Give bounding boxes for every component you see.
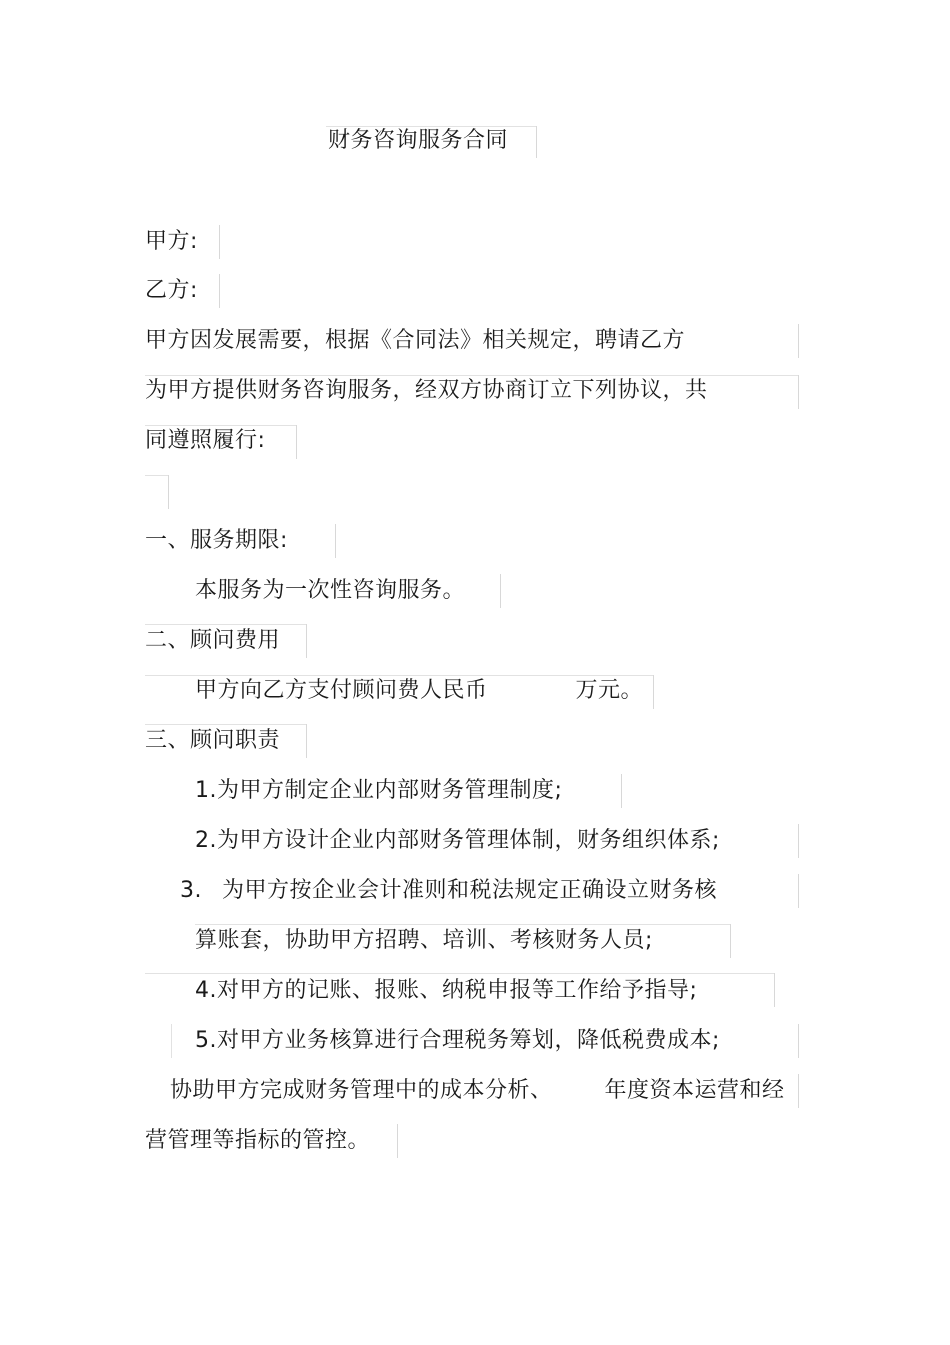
duty-item-6-line-2: 营管理等指标的管控。: [145, 1128, 371, 1153]
duty-item-5-frame: [798, 1024, 799, 1058]
section2-frame: [306, 624, 307, 658]
section3-frame: [306, 724, 307, 758]
title-frame-top: [326, 126, 536, 127]
duty-item-5-frame-left: [171, 1024, 172, 1058]
section1-body: 本服务为一次性咨询服务。: [195, 578, 466, 603]
duty-item-3-line-2-frame: [730, 924, 731, 958]
duty-item-3-text: 为甲方按企业会计准则和税法规定正确设立财务核: [222, 878, 718, 903]
section2-heading: 二、顾问费用: [145, 628, 281, 653]
section3-heading: 三、顾问职责: [145, 728, 281, 753]
title-frame-right: [536, 126, 537, 158]
duty-item-6-line-1: [170, 1076, 785, 1106]
duty-item-1: 1.为甲方制定企业内部财务管理制度;: [195, 778, 563, 803]
duty-item-6-frame: [798, 1074, 799, 1108]
section1-frame: [335, 524, 336, 558]
duty-item-6-line-2-frame: [397, 1124, 398, 1158]
fee-text-after: 万元。: [575, 678, 644, 703]
duty-item-4-frame-top: [145, 973, 775, 974]
duty-item-3-line-2: 算账套，协助甲方招聘、培训、考核财务人员;: [195, 928, 653, 953]
party-a-frame: [219, 225, 220, 259]
duty-item-4: 4.对甲方的记账、报账、纳税申报等工作给予指导;: [195, 978, 698, 1003]
duty-item-3-number: 3.: [180, 878, 202, 903]
section2-body-frame: [653, 675, 654, 709]
intro-line-2: 为甲方提供财务咨询服务，经双方协商订立下列协议，共: [145, 378, 708, 403]
duty-item-5: 5.对甲方业务核算进行合理税务筹划，降低税费成本;: [195, 1028, 720, 1053]
party-b-label: 乙方:: [145, 278, 198, 303]
fee-text-before: 甲方向乙方支付顾问费人民币: [195, 678, 488, 703]
duty-item-4-frame: [774, 973, 775, 1007]
duty-item-1-frame: [621, 774, 622, 808]
intro-line-1: 甲方因发展需要，根据《合同法》相关规定，聘请乙方: [145, 328, 686, 353]
duty-item-6-part-2: 年度资本运营和经: [604, 1078, 785, 1103]
document-title: 财务咨询服务合同: [328, 128, 509, 153]
duty-item-2-frame: [798, 824, 799, 858]
empty-frame-right: [168, 475, 169, 509]
intro-frame-1: [798, 324, 799, 358]
section2-frame-top: [145, 624, 306, 625]
section1-heading: 一、服务期限:: [145, 528, 288, 553]
duty-item-3-line-2-frame-top: [195, 924, 730, 925]
section3-frame-top: [145, 724, 306, 725]
empty-frame-top: [145, 475, 169, 476]
intro-frame-2: [798, 375, 799, 409]
duty-item-3-frame: [798, 874, 799, 908]
intro-frame-3: [296, 425, 297, 459]
section2-body: [195, 676, 643, 706]
duty-item-3-line-1: [180, 876, 717, 906]
section1-body-frame: [500, 574, 501, 608]
party-b-frame: [219, 274, 220, 308]
party-a-label: 甲方:: [145, 229, 198, 254]
duty-item-2: 2.为甲方设计企业内部财务管理体制，财务组织体系;: [195, 828, 720, 853]
duty-item-6-part-1: 协助甲方完成财务管理中的成本分析、: [170, 1078, 553, 1103]
intro-line-3: 同遵照履行:: [145, 428, 266, 453]
